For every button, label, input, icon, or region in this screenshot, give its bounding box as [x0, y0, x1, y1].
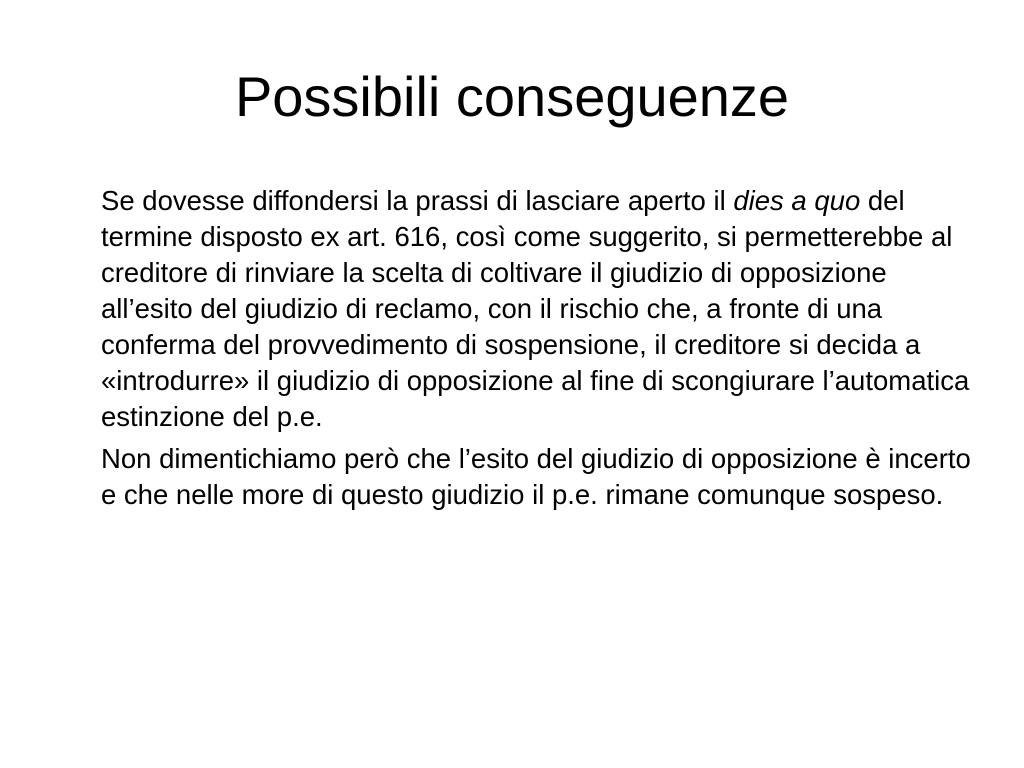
paragraph-2: Non dimentichiamo però che l’esito del giudizio di opposizione è incerto e che nelle more di questo giudizio il p.e. rimane comunque sospeso. [101, 443, 971, 510]
paragraph-1-italic-term: dies a quo [733, 185, 861, 216]
paragraph-1 [101, 183, 971, 435]
paragraph-1-text-start: Se dovesse diffondersi la prassi di lasciare aperto il [101, 185, 734, 216]
paragraph-1-text-end: del termine disposto ex art. 616, così come suggerito, si permetterebbe al creditore di rinviare la scelta di coltivare il giudizio di opposizione all’esito del giudizio di reclamo, con il rischio che, a fronte di una conferma del provvedimento di sospensione, il creditore si decida a «introdurre» il giudizio di opposizione al fine di scongiurare l’automatica estinzione del p.e. [101, 185, 970, 432]
slide-body [101, 183, 971, 519]
slide-title: Possibili conseguenze [234, 65, 790, 128]
